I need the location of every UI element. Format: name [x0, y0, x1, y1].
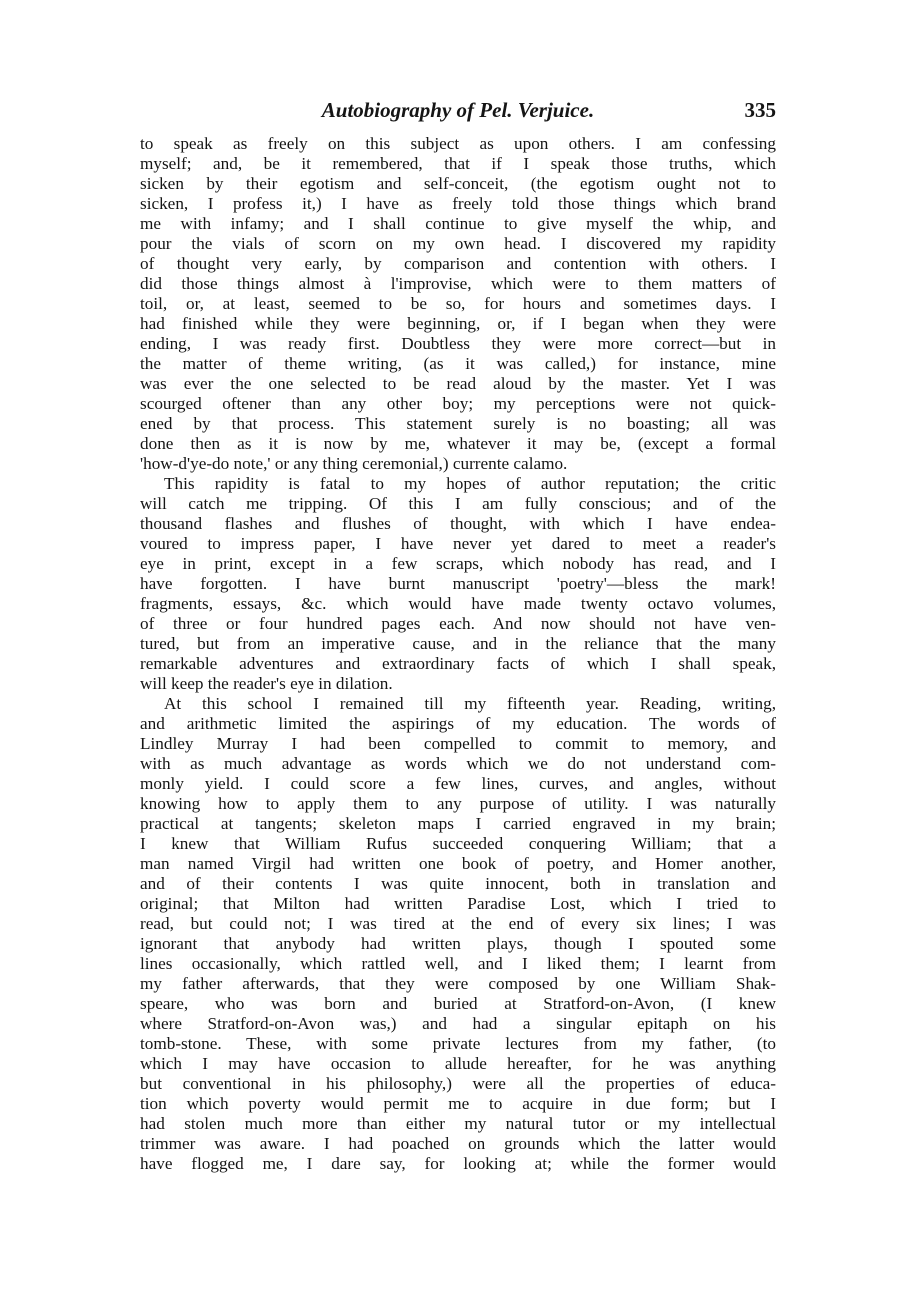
text-line: the matter of theme writing, (as it was called,) for instance, mine — [140, 354, 776, 373]
text-line: sicken, I profess it,) I have as freely told those things which brand — [140, 194, 776, 213]
text-line: myself; and, be it remembered, that if I speak those truths, which — [140, 154, 776, 173]
text-line: original; that Milton had written Paradise Lost, which I tried to — [140, 894, 776, 913]
text-line: my father afterwards, that they were composed by one William Shak- — [140, 974, 776, 993]
text-line: thousand flashes and flushes of thought, with which I have endea- — [140, 514, 776, 533]
page-header — [140, 98, 776, 128]
text-line: knowing how to apply them to any purpose of utility. I was naturally — [140, 794, 776, 813]
text-line: remarkable adventures and extraordinary facts of which I shall speak, — [140, 654, 776, 673]
paragraph-1 — [140, 134, 776, 474]
text-line: lines occasionally, which rattled well, and I liked them; I learnt from — [140, 954, 776, 973]
text-line: have flogged me, I dare say, for looking at; while the former would — [140, 1154, 776, 1173]
text-line: scourged oftener than any other boy; my perceptions were not quick- — [140, 394, 776, 413]
text-line: practical at tangents; skeleton maps I carried engraved in my brain; — [140, 814, 776, 833]
text-line: man named Virgil had written one book of poetry, and Homer another, — [140, 854, 776, 873]
page-number: 335 — [744, 98, 776, 122]
text-line: did those things almost à l'improvise, which were to them matters of — [140, 274, 776, 293]
text-line: will catch me tripping. Of this I am fully conscious; and of the — [140, 494, 776, 513]
text-line: to speak as freely on this subject as upon others. I am confessing — [140, 134, 776, 153]
paragraph-3 — [140, 694, 776, 1174]
text-line: was ever the one selected to be read aloud by the master. Yet I was — [140, 374, 776, 393]
text-line: but conventional in his philosophy,) were all the properties of educa- — [140, 1074, 776, 1093]
text-line: 'how-d'ye-do note,' or any thing ceremonial,) currente calamo. — [140, 454, 568, 473]
text-line: speare, who was born and buried at Stratford-on-Avon, (I knew — [140, 994, 776, 1013]
text-line: I knew that William Rufus succeeded conquering William; that a — [140, 834, 776, 853]
text-line: fragments, essays, &c. which would have made twenty octavo volumes, — [140, 594, 776, 613]
text-line: tomb-stone. These, with some private lectures from my father, (to — [140, 1034, 776, 1053]
text-line: eye in print, except in a few scraps, which nobody has read, and I — [140, 554, 776, 573]
text-line: ending, I was ready first. Doubtless they were more correct—but in — [140, 334, 776, 353]
text-line: read, but could not; I was tired at the end of every six lines; I was — [140, 914, 776, 933]
text-line: done then as it is now by me, whatever it may be, (except a formal — [140, 434, 776, 453]
text-line: and of their contents I was quite innocent, both in translation and — [140, 874, 776, 893]
text-line: This rapidity is fatal to my hopes of author reputation; the critic — [164, 474, 776, 493]
running-title: Autobiography of Pel. Verjuice. — [321, 98, 595, 122]
text-line: where Stratford-on-Avon was,) and had a singular epitaph on his — [140, 1014, 776, 1033]
text-line: with as much advantage as words which we do not understand com- — [140, 754, 776, 773]
text-line: sicken by their egotism and self-conceit, (the egotism ought not to — [140, 174, 776, 193]
body-text — [140, 134, 776, 1174]
text-line: will keep the reader's eye in dilation. — [140, 674, 393, 693]
text-line: and arithmetic limited the aspirings of my education. The words of — [140, 714, 776, 733]
text-line: had finished while they were beginning, or, if I began when they were — [140, 314, 776, 333]
paragraph-2 — [140, 474, 776, 694]
text-line: voured to impress paper, I have never yet dared to meet a reader's — [140, 534, 776, 553]
text-line: trimmer was aware. I had poached on grounds which the latter would — [140, 1134, 776, 1153]
text-line: Lindley Murray I had been compelled to commit to memory, and — [140, 734, 776, 753]
text-line: At this school I remained till my fifteenth year. Reading, writing, — [164, 694, 776, 713]
text-line: pour the vials of scorn on my own head. I discovered my rapidity — [140, 234, 776, 253]
text-line: ignorant that anybody had written plays, though I spouted some — [140, 934, 776, 953]
text-line: of thought very early, by comparison and contention with others. I — [140, 254, 776, 273]
text-line: which I may have occasion to allude hereafter, for he was anything — [140, 1054, 776, 1073]
text-line: tion which poverty would permit me to acquire in due form; but I — [140, 1094, 776, 1113]
text-line: of three or four hundred pages each. And now should not have ven- — [140, 614, 776, 633]
text-line: monly yield. I could score a few lines, curves, and angles, without — [140, 774, 776, 793]
text-line: had stolen much more than either my natural tutor or my intellectual — [140, 1114, 776, 1133]
text-line: tured, but from an imperative cause, and in the reliance that the many — [140, 634, 776, 653]
text-line: me with infamy; and I shall continue to give myself the whip, and — [140, 214, 776, 233]
text-line: have forgotten. I have burnt manuscript 'poetry'—bless the mark! — [140, 574, 776, 593]
text-line: ened by that process. This statement surely is no boasting; all was — [140, 414, 776, 433]
text-line: toil, or, at least, seemed to be so, for hours and sometimes days. I — [140, 294, 776, 313]
